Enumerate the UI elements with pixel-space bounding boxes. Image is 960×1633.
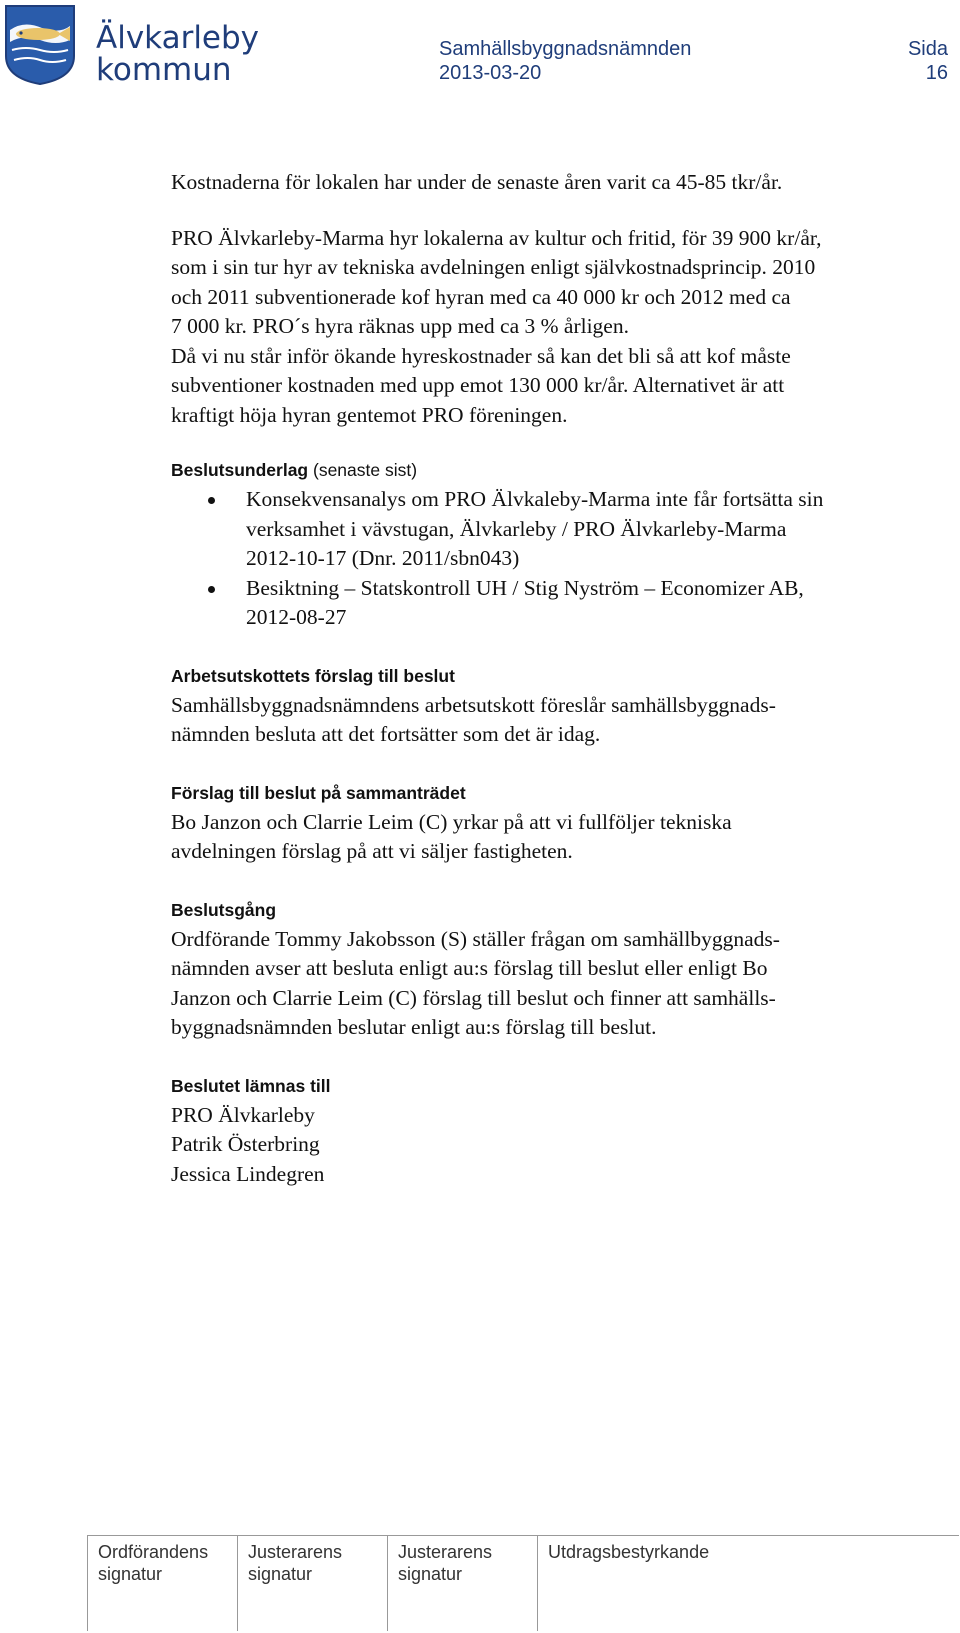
signature-label: signatur (248, 1564, 313, 1584)
page-header (0, 0, 960, 100)
page-label: Sida (907, 38, 948, 60)
text-line: Konsekvensanalys om PRO Älvkaleby-Marma inte får fortsätta sin (246, 487, 824, 511)
signature-label: signatur (398, 1564, 463, 1584)
recipient: Patrik Österbring (171, 1132, 320, 1156)
signature-label: Justerarens (248, 1542, 343, 1562)
section-heading-underlag (171, 456, 941, 485)
paragraph-proposal (171, 808, 941, 867)
page-number: 16 (925, 62, 948, 84)
text-line: nämnden besluta att det fortsätter som det är idag. (171, 722, 601, 746)
text-line: Då vi nu står inför ökande hyreskostnader så kan det bli så att kof måste (171, 343, 791, 368)
list-item (171, 574, 941, 633)
text-line: 2012-10-17 (Dnr. 2011/sbn043) (246, 546, 520, 570)
text-line: Besiktning – Statskontroll UH / Stig Nyström – Economizer AB, (246, 575, 804, 600)
text-line: 2012-08-27 (246, 605, 347, 629)
text-line: 7 000 kr. PRO´s hyra räknas upp med ca 3 % årligen. (171, 314, 629, 338)
bullet-icon (208, 497, 215, 504)
signature-label: signatur (98, 1564, 163, 1584)
recipient: PRO Älvkarleby (171, 1102, 315, 1127)
paragraph-au (171, 691, 941, 750)
text-line: Ordförande Tommy Jakobsson (S) ställer frågan om samhällbyggnads- (171, 926, 780, 951)
text-line: som i sin tur hyr av tekniska avdelningen enligt självkostnadsprincip. 2010 (171, 255, 816, 279)
document-body (171, 168, 941, 1189)
text-line: nämnden avser att besluta enligt au:s förslag till beslut eller enligt Bo (171, 956, 768, 980)
text-line: subventioner kostnaden med upp emot 130 000 kr/år. Alternativet är att (171, 373, 785, 397)
signature-label: Justerarens (398, 1542, 493, 1562)
signature-box-certification (537, 1536, 959, 1631)
recipient: Jessica Lindegren (171, 1161, 325, 1186)
signature-label: Utdragsbestyrkande (548, 1542, 710, 1562)
text-line: PRO Älvkarleby-Marma hyr lokalerna av kultur och fritid, för 39 900 kr/år, (171, 225, 822, 250)
text-line: avdelningen förslag på att vi säljer fastigheten. (171, 839, 573, 863)
text-line: Janzon och Clarrie Leim (C) förslag till beslut och finner att samhälls- (171, 985, 776, 1010)
paragraph-rent (171, 224, 941, 431)
paragraph-process (171, 925, 941, 1043)
heading-note: (senaste sist) (313, 460, 418, 480)
coat-of-arms-icon (4, 4, 76, 86)
signature-box-adjuster-2 (387, 1536, 537, 1631)
section-heading-au: Arbetsutskottets förslag till beslut (171, 665, 455, 686)
text-line: Samhällsbyggnadsnämndens arbetsutskott föreslår samhällsbyggnads- (171, 692, 776, 717)
text-line: verksamhet i vävstugan, Älvkarleby / PRO Älvkarleby-Marma (246, 516, 787, 541)
section-heading-proposal: Förslag till beslut på sammanträdet (171, 782, 466, 803)
section-heading-recipients: Beslutet lämnas till (171, 1075, 331, 1096)
bullet-icon (208, 586, 215, 593)
signature-label: Ordförandens (98, 1542, 209, 1562)
recipients-list (171, 1101, 941, 1190)
signature-box-adjuster-1 (237, 1536, 387, 1631)
municipality-logo-text (96, 22, 259, 86)
underlag-list (171, 485, 941, 633)
committee-name: Samhällsbyggnadsnämnden (439, 38, 692, 60)
meeting-date: 2013-03-20 (439, 62, 542, 84)
logo-line-2: kommun (96, 52, 232, 88)
section-heading-process: Beslutsgång (171, 899, 277, 920)
heading-text: Beslutsunderlag (171, 460, 309, 480)
list-item (171, 485, 941, 574)
text-line: byggnadsnämnden beslutar enligt au:s förslag till beslut. (171, 1015, 657, 1039)
paragraph-costs: Kostnaderna för lokalen har under de senaste åren varit ca 45-85 tkr/år. (171, 170, 783, 194)
logo-line-1: Älvkarleby (96, 20, 260, 56)
signature-box-chair (87, 1536, 237, 1631)
text-line: kraftigt höja hyran gentemot PRO föreningen. (171, 402, 568, 427)
text-line: och 2011 subventionerade kof hyran med ca 40 000 kr och 2012 med ca (171, 284, 791, 309)
text-line: Bo Janzon och Clarrie Leim (C) yrkar på att vi fullföljer tekniska (171, 809, 732, 834)
signature-row (87, 1535, 959, 1631)
